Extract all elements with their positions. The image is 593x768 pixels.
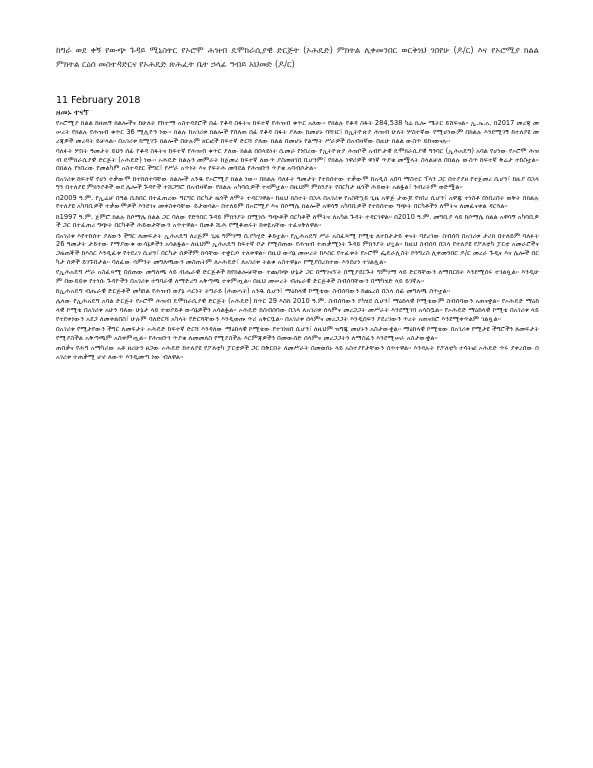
article-paragraph: ከ1997 ዓ.ም. ጀምሮ ክልሉ ከሶማሌ ክልል ጋር ባለው የድንበር ጉዳይ ምክንያት በሚነሱ ግጭቶች በርካቶች ለሞትና ለአካል ጉዳት ተዳርገዋል፡፡ በ2010 ዓ.ም. መግቢያ ላይ ከሶማሌ ክልል አዋሳኝ አካባቢዎች ጋር በተፈጠረ ግጭት በርካቶች ሕይወታቸውን አጥተዋል፡፡ በመቶ ሺሕ የሚቆጠሩት ከቀዬአቸው ተፈናቅለዋል፡፡ [56, 212, 539, 230]
publication-date: 11 February 2018 [56, 95, 141, 106]
article-paragraph: ጠበቃና የሕግ አማካሪው አቶ ዘሪሁን ፀጋው ኦሕዴድ ከተለያዩ የፖለቲካ ፓርቲዎች ጋር በቅርበት ለመሥራት በመወሰኑ ላይ አስተያየታቸውን ሰጥተዋል፡፡ እንዳሉት የፖለቲካ ተሳትፎ ኦሕዴድ ጥሩ ያቀረበው በአገሪቱ ተጠቃሚ ሆኖ ለውጥ እንዲመጣ ነው ብለዋል፡፡ [56, 344, 539, 361]
article-paragraph: ሌላው የኢሕአዴግ አባል ድርጅት የኦሮሞ ሕዝብ ዴሞክራሲያዊ ድርጅት (ኦሕዴድ) ከጥር 29 እስከ 2010 ዓ.ም. ስብሰባውን ያካሄደ ሲሆን፣ ማዕከላዊ ኮሚቴውም ስብሰባውን አጠናቋል፡፡ የኦሕዴድ ማዕከላዊ ኮሚቴ በአገሪቱ አሁን ባለው ሁኔታ ላይ ተወያይቶ ውሳኔዎችን አሳልፏል፡፡ ኦሕዴድ ከስብሰባው በኋላ ለአገሪቱ ሰላምና መረጋጋት መሥራት እንደሚገባ አሳስቧል፡፡ የኦሕዴድ ማዕከላዊ ኮሚቴ በአገሪቱ ላይ የተደቀነውን አደጋ ለመቀልበስ፣ ሁሉም ባለድርሻ አካላት የድርሻቸውን እንዲወጡ ጥሪ አቅርቧል፡፡ በአገሪቱ ሰላምና መረጋጋት እንዲሰፍን ያደረገውን ጥረት አጠናክሮ እንደሚቀጥልም ገልጿል፡፡ [56, 297, 539, 323]
article-paragraph: የኦሮሚያ ክልል ከዘጠኝ ክልሎችና ከሁለት የከተማ አስተዳደሮች ሰፊ የቆዳ ስፋትና ከፍተኛ የሕዝብ ቁጥር አለው፡፡ የክልሉ የቆዳ ስፋት 284,538 ካሬ ኪሎ ሜትር ይሸፍናል፡፡ ኢ.ኤ.አ. በ2017 መረጃ መሠረት የክልሉ የሕዝብ ቁጥር 36 ሚሊዮን ነው፡፡ ክልሉ ከአገሪቱ ክልሎች የበለጠ ሰፊ የቆዳ ስፋት ያለው ከመሆኑ ባሻገር፣ ከኢትዮጵያ ሕዝብ ሁለት ሦስተኛው የሚሆነውም በክልሉ እንደሚገኝ ከተለያዩ መረጃዎች መረዳት ይቻላል፡፡ በአገሪቱ ከሚገኙ ክልሎች በሁሉም ዘርፎች ከፍተኛ ድርሻ ያለው ክልል በመሆኑ የልማት ሥራዎች በአብዛኛው በዚሁ ክልል ውስጥ ይከናወናሉ፡፡ [56, 119, 539, 145]
article-paragraph: ከኢሕአዴግ ብሔራዊ ድርጅቶች መካከል የሕዝብ ወያኔ ሓርነት ትግራይ (ሕወሓት) አንዱ ሲሆን፣ ማዕከላዊ ኮሚቴው ስብሰባውን ከጨረሰ በኋላ ሰፊ መግለጫ ሰጥቷል፡፡ [56, 287, 451, 295]
article-paragraph: ባለፉት ሦስት ዓመታት ይህን ሰፊ የቆዳ ስፋትና ከፍተኛ የሕዝብ ቁጥር ያለው ክልል በበላይነት ሲመራ የነበረው የኢትዮጵያ ሕዝቦች አብዮታዊ ዴሞክራሲያዊ ግንባር (ኢሕአዴግ) አባል የሆነው የኦሮሞ ሕዝብ ዴሞክራሲያዊ ድርጅት (ኦሕዴድ) ነው፡፡ ኦሕዴድ ክልሉን መምራት ከጀመረ ከፍተኛ ለውጥ ያስመዘገበ ቢሆንም፣ የክልሉ ነዋሪዎች ዋነኛ ጥያቄ መሟላት ስላልቻለ በክልሉ ውስጥ ከፍተኛ ቅሬታ ተከስቷል፡፡ በክልሉ የነበረው የመልካም አስተዳደር ችግር፣ የሥራ አጥነት እና የፍትሕ መጓደል የሕዝቡን ጥያቄ አባብሶታል፡፡ [56, 146, 539, 173]
document-page [56, 44, 539, 363]
photo-caption: ከግራ ወደ ቀኝ የውጭ ጉዳይ ሚኒስትር የኦሮሞ ሕዝብ ዴሞክራሲያዊ ድርጅት (ኦሕዴድ) ምክትል ሊቀመንበር ወርቅነህ ገበየሁ (ዶ/ር) እና የኦሮሚያ ክልል ምክትል ርዕሰ መስተዳድርና የኦሕዴድ ጽሕፈት ቤት ኃላፊ ዓብይ አህመድ (ዶ/ር) [56, 45, 539, 69]
article-paragraph: በአገሪቱ ከፍተኛ የሆነ ተቃውሞ ከተከሰተባቸው ክልሎች አንዱ የኦሮሚያ ክልል ነው፡፡ በክልሉ ባለፉት ዓመታት የተከሰተው ተቃውሞ ከአዲስ አበባ ማስተር ፕላን ጋር በተያያዘ የተጀመረ ሲሆን፣ ከዚያ በኋላ ግን በተለያዩ ምክንያቶች ወደ ሌሎች ጉዳዮች ተሸጋግሮ በአብዛኛው የክልሉ አካባቢዎች ተዛምቷል፡፡ በዚህም ምክንያት የበርካታ ዜጎች ሕይወት አልፏል፣ ንብረትም ወድሟል፡፡ [56, 174, 539, 192]
article-paragraph: የኢሕአዴግ ሥራ አስፈጻሚ በሰጠው መግለጫ ላይ ብሔራዊ ድርጅቶች ከየክልሎቻቸው ተጨባጭ ሁኔታ ጋር በማገናኘት በሚያደርጉት ግምገማ ላይ ድርሻቸውን ለማበርከት እንደሚሰሩ ተገልጿል፡፡ እንዲሁም በውይይቱ የተነሱ ጉዳዮችን በአገሪቱ ተግባራዊ ለማድረግ አቅጣጫ ተቀምጧል፡፡ በዚህ መሠረት ብሔራዊ ድርጅቶች ስብሰባቸውን በማካሄድ ላይ ይገኛሉ፡፡ [56, 268, 539, 285]
author-name: ዘመኑ ተናኘ [56, 108, 89, 117]
article-paragraph: በ2009 ዓ.ም. የኢሬቻ በዓል ሲከበር በተፈጠረው ግርግር በርካታ ዜጎች ለሞት ተዳርገዋል፡፡ ከዚህ ክስተት በኋላ በአገሪቱ የአስቸኳይ ጊዜ አዋጅ ታውጆ የነበረ ሲሆን፣ አዋጁ ተነስቶ በነበረበት ወቅት በክልሉ የተለያዩ አካባቢዎች ተቃውሞዎች እንደገና መቀስቀሳቸው ይታወሳል፡፡ በተለይም በኦሮሚያ እና በሶማሌ ክልሎች አዋሳኝ አካባቢዎች የተከሰተው ግጭት በርካቶችን ለሞትና ለመፈናቀል ዳርጓል፡፡ [56, 193, 539, 211]
article-paragraph: በአገሪቱ እየተከሰተ ያለውን ችግር ለመፍታት ኢሕአዴግ ለረጅም ጊዜ ግምገማ ሲያካሂድ ቆይቷል፡፡ የኢሕአዴግ ሥራ አስፈጻሚ ኮሚቴ ለተከታታይ ቀናት ባደረገው ስብሰባ በአገሪቱ ታሪክ በተለይም ባለፉት 26 ዓመታት ታይተው የማያውቁ ውሳኔዎችን አሳልፏል፡፡ ለዚህም ኢሕአዴግ ከፍተኛ ቦታ የሚሰጠው የሕዝብ ተጠቃሚነት ጉዳይ ምክንያት ሆኗል፡፡ ከዚህ ስብሰባ በኋላ የተለያዩ የፖለቲካ ፓርቲ አመራሮችና ጋዜጠኞች ከእስር እንዲፈቱ የተደረገ ሲሆን፣ በርካታ ሰዎችም ክሳቸው ተቋርጦ ተለቀዋል፡፡ በዚህ ውሳኔ መሠረት ከእስር የተፈቱት የኦሮሞ ፌዴራሊስት ኮንግረስ ሊቀመንበር ዶ/ር መረራ ጉዲና እና ሌሎች በርካታ ሰዎች ይገኙበታል፡፡ ባለፈው ሳምንት መግለጫውን መስጠትም ለኦሕዴድ፣ ለአገሪቱ ትልቁ አስተዋፅኦ የሚያበረክተው እንደሆነ ተገልጿል፡፡ [56, 231, 539, 266]
article-paragraph: በአገሪቱ የሚታየውን ችግር ለመፍታት ኦሕዴድ ከፍተኛ ድርሻ እንዳለው ማዕከላዊ ኮሚቴው የተገነዘበ ሲሆን፣ ለዚህም ዝግጁ መሆኑን አስታውቋል፡፡ ማዕከላዊ ኮሚቴው በአገሪቱ የሚታዩ ችግሮችን ለመፍታት የሚያስችል አቅጣጫም አስቀምጧል፡፡ የሕዝቡን ጥያቄ ለመመለስ የሚያስችሉ እርምጃዎችን በመውሰድ ሰላምና መረጋጋትን ለማስፈን እንደሚሠራ አስታውቋል፡፡ [56, 325, 539, 342]
article-body [56, 119, 539, 362]
